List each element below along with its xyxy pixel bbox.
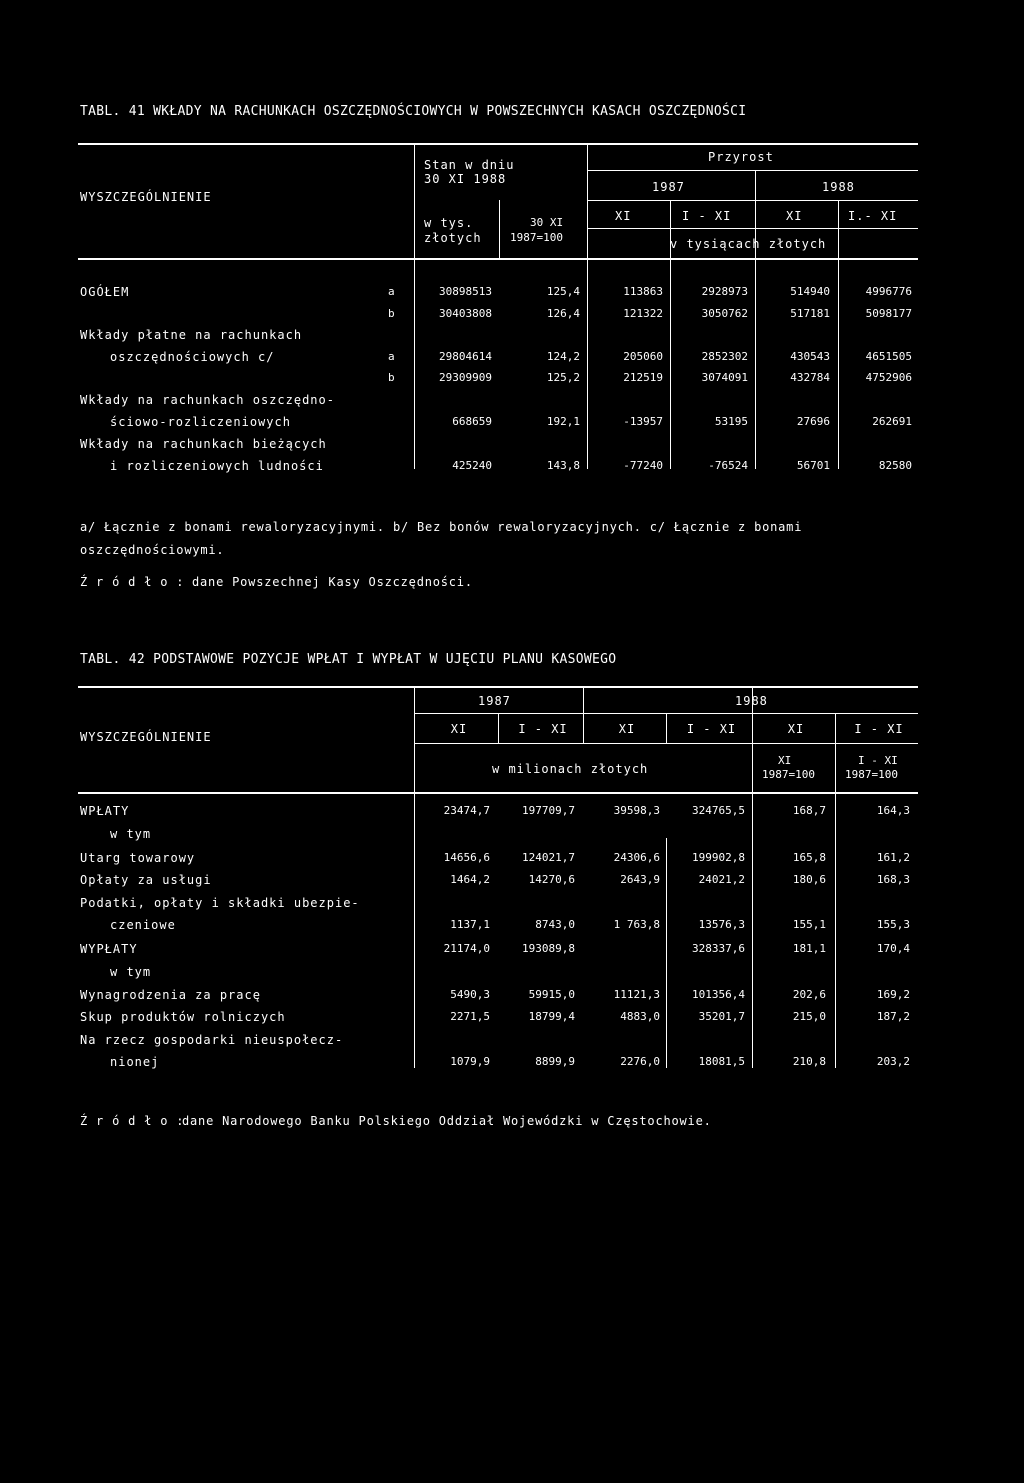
- column-header: I - XI: [686, 722, 737, 736]
- table-cell: 210,8: [792, 1055, 826, 1068]
- table-cell: 181,1: [792, 942, 826, 955]
- header-1987: 1987: [652, 180, 685, 194]
- table-cell: 205060: [623, 350, 663, 363]
- table-cell: 24306,6: [613, 851, 660, 864]
- table-cell: 324765,5: [692, 804, 745, 817]
- header-1987: 1987: [478, 694, 511, 708]
- row-mark: a: [388, 285, 395, 298]
- header-1988: 1988: [822, 180, 855, 194]
- source-text: dane Powszechnej Kasy Oszczędności.: [192, 575, 473, 589]
- row-label: Na rzecz gospodarki nieuspołecz-: [80, 1033, 344, 1047]
- header-tys-2: złotych: [424, 231, 482, 245]
- col-line: [666, 713, 667, 743]
- row-label: w tym: [110, 827, 152, 841]
- table41-header-rule: [78, 258, 918, 260]
- header-przyrost: Przyrost: [708, 150, 774, 164]
- table-cell: 1079,9: [450, 1055, 490, 1068]
- table-cell: 2928973: [701, 285, 748, 298]
- table-cell: 2643,9: [620, 873, 660, 886]
- table-cell: 2852302: [701, 350, 748, 363]
- table-cell: 56701: [796, 459, 830, 472]
- column-header: I - XI: [854, 722, 904, 736]
- table-cell: 14270,6: [528, 873, 575, 886]
- table-cell: 29309909: [439, 371, 492, 384]
- table-cell: -76524: [708, 459, 748, 472]
- row-label: Wynagrodzenia za pracę: [80, 988, 261, 1002]
- rule: [588, 200, 918, 201]
- row-label: i rozliczeniowych ludności: [110, 459, 324, 473]
- table-cell: 30403808: [439, 307, 492, 320]
- table-cell: 2276,0: [620, 1055, 660, 1068]
- table-cell: 514940: [790, 285, 830, 298]
- header-idx-2: 1987=100: [510, 231, 563, 244]
- row-label: Utarg towarowy: [80, 851, 196, 865]
- table-cell: 8743,0: [535, 918, 575, 931]
- table-cell: 125,2: [546, 371, 580, 384]
- header-xi: XI: [615, 209, 632, 223]
- table-cell: 27696: [796, 415, 830, 428]
- table-cell: 168,7: [792, 804, 826, 817]
- row-mark: b: [388, 307, 395, 320]
- table-cell: 668659: [452, 415, 492, 428]
- header-1988: 1988: [735, 694, 768, 708]
- table-cell: 193089,8: [522, 942, 575, 955]
- table-cell: 39598,3: [613, 804, 660, 817]
- table-cell: 430543: [790, 350, 830, 363]
- table-cell: 121322: [623, 307, 663, 320]
- table-cell: 14656,6: [443, 851, 490, 864]
- table-cell: 3050762: [701, 307, 748, 320]
- table-cell: 124,2: [546, 350, 580, 363]
- table-cell: 517181: [790, 307, 830, 320]
- table42-title: TABL. 42 PODSTAWOWE POZYCJE WPŁAT I WYPŁAT W UJĘCIU PLANU KASOWEGO: [80, 652, 617, 667]
- rule: [414, 743, 918, 744]
- header-xi: XI: [786, 209, 803, 223]
- source-text: dane Narodowego Banku Polskiego Oddział Wojewódzki w Częstochowie.: [182, 1114, 712, 1128]
- table42-top-rule: [78, 686, 918, 688]
- table-cell: 4996776: [865, 285, 912, 298]
- table42-header-rule: [78, 792, 918, 794]
- table-cell: 155,3: [876, 918, 910, 931]
- table-cell: 30898513: [439, 285, 492, 298]
- table-cell: 101356,4: [692, 988, 745, 1001]
- row-label: Podatki, opłaty i składki ubezpie-: [80, 896, 360, 910]
- table-cell: 4883,0: [620, 1010, 660, 1023]
- header-idx2-2: 1987=100: [845, 768, 898, 781]
- table-cell: 432784: [790, 371, 830, 384]
- header-idx1-2: 1987=100: [762, 768, 815, 781]
- table-cell: 1 763,8: [613, 918, 660, 931]
- table-cell: 3074091: [701, 371, 748, 384]
- column-header: XI: [618, 722, 636, 736]
- table-cell: 202,6: [792, 988, 826, 1001]
- row-label: Wkłady na rachunkach bieżących: [80, 437, 327, 451]
- table-cell: 5490,3: [450, 988, 490, 1001]
- row-mark: b: [388, 371, 395, 384]
- header-stan-2: 30 XI 1988: [424, 172, 507, 186]
- table-cell: 125,4: [546, 285, 580, 298]
- table-cell: 82580: [878, 459, 912, 472]
- row-label: ściowo-rozliczeniowych: [110, 415, 291, 429]
- col-line: [838, 200, 839, 469]
- table-cell: 187,2: [876, 1010, 910, 1023]
- table-cell: 18799,4: [528, 1010, 575, 1023]
- row-label: Wkłady na rachunkach oszczędno-: [80, 393, 335, 407]
- table-cell: 5098177: [865, 307, 912, 320]
- table-cell: 328337,6: [692, 942, 745, 955]
- source-label: Ź r ó d ł o :: [80, 575, 185, 589]
- table-cell: 1137,1: [450, 918, 490, 931]
- table-cell: 143,8: [546, 459, 580, 472]
- table-cell: 168,3: [876, 873, 910, 886]
- table-cell: 161,2: [876, 851, 910, 864]
- header-ixi: I.- XI: [848, 209, 898, 223]
- row-label: oszczędnościowych c/: [110, 350, 275, 364]
- table-cell: 124021,7: [522, 851, 575, 864]
- footnote-1: a/ Łącznie z bonami rewaloryzacyjnymi. b/ Bez bonów rewaloryzacyjnych. c/ Łącznie z bonami: [80, 520, 803, 534]
- header-stan-1: Stan w dniu: [424, 158, 515, 172]
- table-cell: 170,4: [876, 942, 910, 955]
- table-cell: 59915,0: [528, 988, 575, 1001]
- table41-title: TABL. 41 WKŁADY NA RACHUNKACH OSZCZĘDNOŚCIOWYCH W POWSZECHNYCH KASACH OSZCZĘDNOŚCI: [80, 104, 747, 119]
- table-cell: 262691: [872, 415, 912, 428]
- header-spec: WYSZCZEGÓLNIENIE: [80, 190, 212, 204]
- table-cell: 203,2: [876, 1055, 910, 1068]
- table-cell: 155,1: [792, 918, 826, 931]
- table-cell: 199902,8: [692, 851, 745, 864]
- row-label: Wkłady płatne na rachunkach: [80, 328, 303, 342]
- header-ixi: I - XI: [682, 209, 732, 223]
- table-cell: 21174,0: [443, 942, 490, 955]
- table-cell: 197709,7: [522, 804, 575, 817]
- table-cell: 180,6: [792, 873, 826, 886]
- source-label: Ź r ó d ł o :: [80, 1114, 185, 1128]
- table41-top-rule: [78, 143, 918, 145]
- table-cell: 192,1: [546, 415, 580, 428]
- header-unit: w milionach złotych: [492, 762, 649, 776]
- table-cell: -77240: [623, 459, 663, 472]
- table-cell: 23474,7: [443, 804, 490, 817]
- table-cell: 18081,5: [698, 1055, 745, 1068]
- footnote-2: oszczędnościowymi.: [80, 543, 225, 557]
- row-label: OGÓŁEM: [80, 285, 130, 299]
- row-label: czeniowe: [110, 918, 176, 932]
- table-cell: 169,2: [876, 988, 910, 1001]
- row-label: nionej: [110, 1055, 160, 1069]
- row-label: WPŁATY: [80, 804, 130, 818]
- table-cell: 53195: [714, 415, 748, 428]
- column-header: XI: [450, 722, 468, 736]
- table-cell: 8899,9: [535, 1055, 575, 1068]
- column-header: XI: [787, 722, 805, 736]
- col-line: [498, 713, 499, 743]
- table-cell: 425240: [452, 459, 492, 472]
- col-line: [583, 686, 584, 743]
- table-cell: -13957: [623, 415, 663, 428]
- table-cell: 4651505: [865, 350, 912, 363]
- row-label: Skup produktów rolniczych: [80, 1010, 286, 1024]
- header-idx1-1: XI: [778, 754, 792, 767]
- table-cell: 13576,3: [698, 918, 745, 931]
- table-cell: 165,8: [792, 851, 826, 864]
- header-idx2-1: I - XI: [858, 754, 898, 767]
- table-cell: 126,4: [546, 307, 580, 320]
- table-cell: 24021,2: [698, 873, 745, 886]
- header-tys-1: w tys.: [424, 216, 474, 230]
- row-label: Opłaty za usługi: [80, 873, 212, 887]
- table-cell: 29804614: [439, 350, 492, 363]
- table-cell: 2271,5: [450, 1010, 490, 1023]
- header-spec: WYSZCZEGÓLNIENIE: [80, 730, 212, 744]
- table-cell: 113863: [623, 285, 663, 298]
- table-cell: 215,0: [792, 1010, 826, 1023]
- rule: [588, 228, 918, 229]
- table-cell: 4752906: [865, 371, 912, 384]
- table-cell: 11121,3: [613, 988, 660, 1001]
- rule: [588, 170, 918, 171]
- table-cell: 164,3: [876, 804, 910, 817]
- row-mark: a: [388, 350, 395, 363]
- row-label: w tym: [110, 965, 152, 979]
- col-line: [499, 200, 500, 258]
- table-cell: 212519: [623, 371, 663, 384]
- header-idx-1: 30 XI: [530, 216, 564, 229]
- row-label: WYPŁATY: [80, 942, 138, 956]
- table-cell: 1464,2: [450, 873, 490, 886]
- column-header: I - XI: [518, 722, 568, 736]
- table-cell: 35201,7: [698, 1010, 745, 1023]
- header-unit: v tysiącach złotych: [670, 237, 827, 251]
